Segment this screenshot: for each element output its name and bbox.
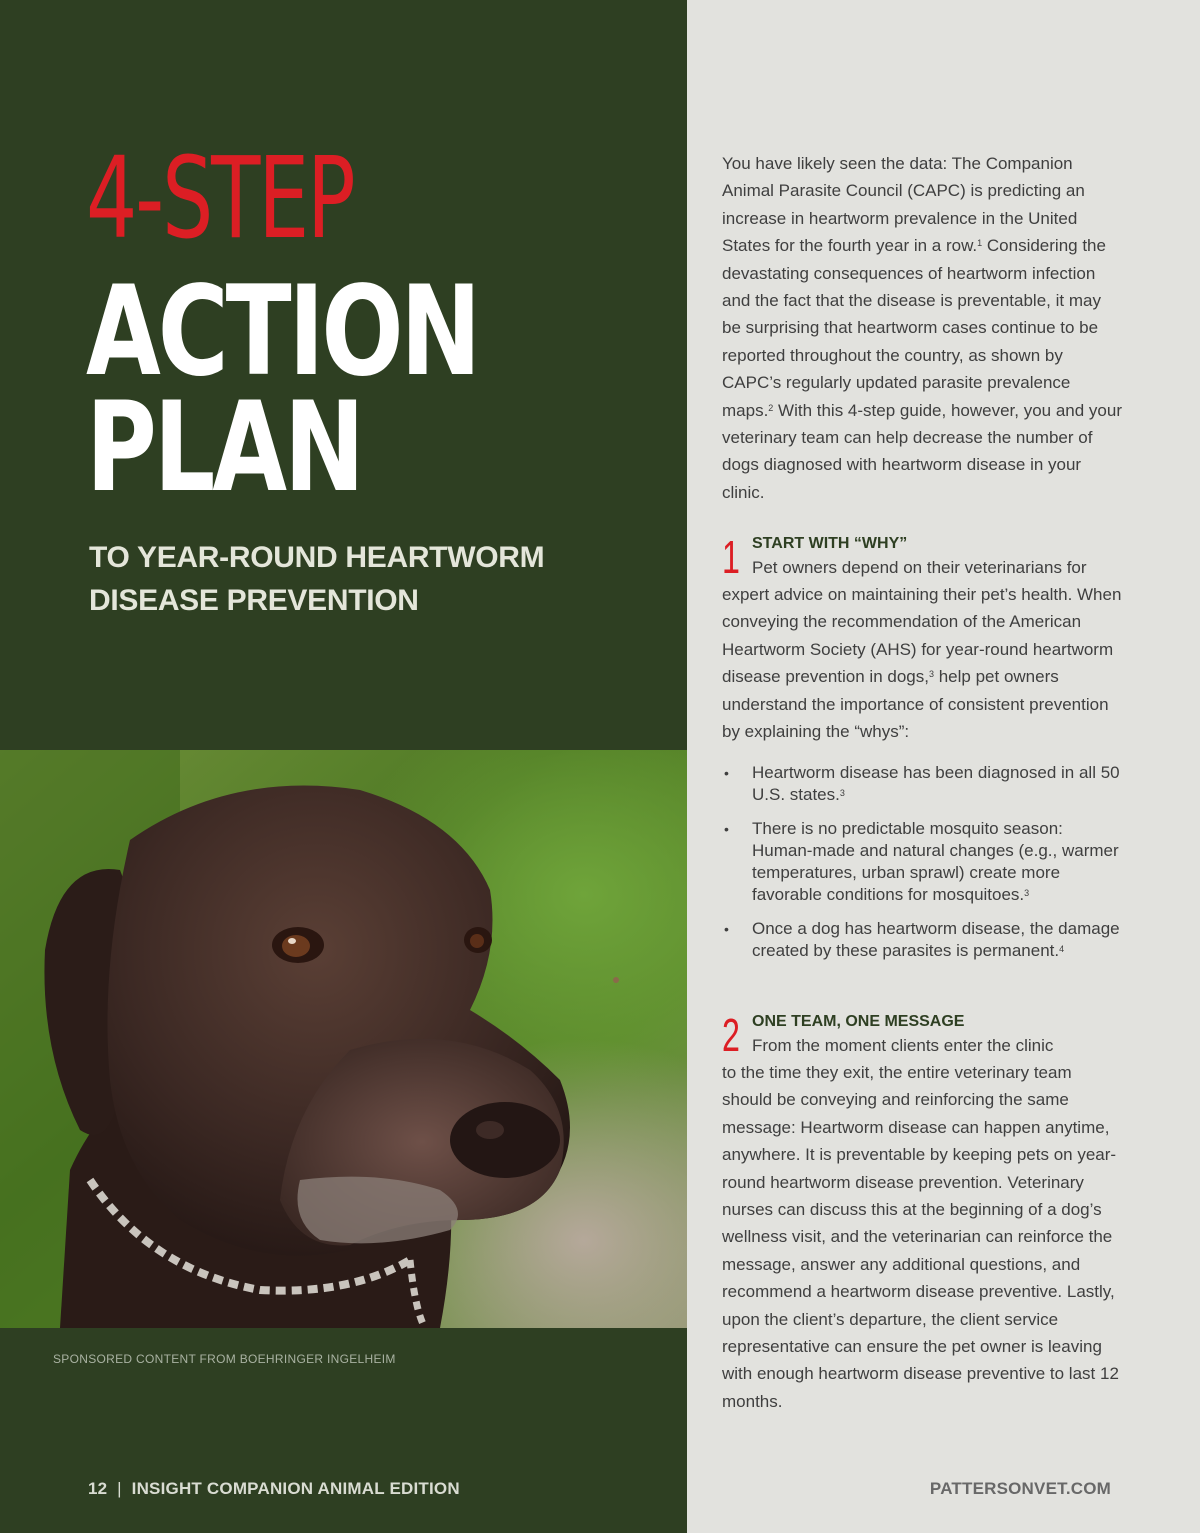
step-number: 1 bbox=[722, 531, 740, 583]
footnote-ref: 1 bbox=[977, 238, 983, 249]
footnote-ref: 3 bbox=[839, 788, 845, 798]
intro-paragraph bbox=[722, 150, 1122, 506]
step-body-text-1: expert advice on maintaining their pet’s health. When conveying the recommendation of the American Heartworm Society (AHS) for year-round heartworm disease prevention in dogs, bbox=[722, 585, 1122, 687]
intro-text-2: Considering the devastating consequences of heartworm infection and the fact that the disease is preventable, it may be surprising that heartworm cases continue to be reported throughout the country, as shown by CAPC’s regularly updated parasite prevalence maps. bbox=[722, 236, 1106, 420]
bullet-text: There is no predictable mosquito season: Human-made and natural changes (e.g., warmer temperatures, urban sprawl) create more favorable conditions for mosquitoes. bbox=[752, 819, 1119, 904]
intro-text-3: With this 4-step guide, however, you and your veterinary team can help decrease the number of dogs diagnosed with heartworm disease in your clinic. bbox=[722, 400, 1123, 502]
sponsor-credit: SPONSORED CONTENT FROM BOEHRINGER INGELHEIM bbox=[53, 1352, 396, 1366]
bullet-text: Heartworm disease has been diagnosed in all 50 U.S. states. bbox=[752, 763, 1120, 804]
step-heading: ONE TEAM, ONE MESSAGE bbox=[752, 1013, 965, 1030]
step-body: to the time they exit, the entire veterinary team should be conveying and reinforcing the same message: Heartworm disease can happen anytime, anywhere. It is preventable by keeping pets on year-round heartworm disease prevention. Veterinary nurses can discuss this at the beginning of a dog’s wellness visit, and the veterinarian can reinforce the message, answer any additional questions, and recommend a heartworm disease preventive. Lastly, upon the client’s departure, the client service representative can ensure the pet owner is leaving with enough heartworm disease preventive to last 12 months. bbox=[722, 1063, 1119, 1411]
title-step: 4-STEP bbox=[86, 134, 354, 264]
footer-left bbox=[88, 1479, 460, 1499]
page-number: 12 bbox=[88, 1479, 108, 1498]
title-plan: PLAN bbox=[86, 376, 362, 520]
publication-name: INSIGHT COMPANION ANIMAL EDITION bbox=[131, 1479, 460, 1498]
step-heading: START WITH “WHY” bbox=[752, 535, 908, 552]
bullet-text: Once a dog has heartworm disease, the damage created by these parasites is permanent. bbox=[752, 919, 1120, 960]
step-first-line: From the moment clients enter the clinic bbox=[752, 1036, 1054, 1055]
footnote-ref: 3 bbox=[928, 669, 934, 680]
list-item bbox=[722, 762, 1122, 806]
why-bullet-list bbox=[722, 762, 1122, 974]
footnote-ref: 3 bbox=[1024, 888, 1030, 898]
footnote-ref: 4 bbox=[1059, 944, 1065, 954]
intro-text-1: You have likely seen the data: The Companion Animal Parasite Council (CAPC) is predicting an increase in heartworm prevalence in the United States for the fourth year in a row. bbox=[722, 154, 1085, 256]
list-item bbox=[722, 818, 1122, 906]
footer-site: PATTERSONVET.COM bbox=[929, 1479, 1111, 1498]
step-number: 2 bbox=[722, 1009, 740, 1061]
title-action: ACTION bbox=[86, 260, 479, 404]
step-first-line: Pet owners depend on their veterinarians for bbox=[752, 558, 1087, 577]
list-item bbox=[722, 918, 1122, 962]
step-body-text-2: help pet owners understand the importance of consistent prevention by explaining the “whys”: bbox=[722, 667, 1109, 742]
subtitle: TO YEAR-ROUND HEARTWORM DISEASE PREVENTION bbox=[89, 541, 545, 617]
step-body bbox=[722, 581, 1122, 745]
dog-photo bbox=[0, 750, 687, 1328]
footer-separator: | bbox=[117, 1479, 122, 1498]
footnote-ref: 2 bbox=[768, 402, 774, 413]
